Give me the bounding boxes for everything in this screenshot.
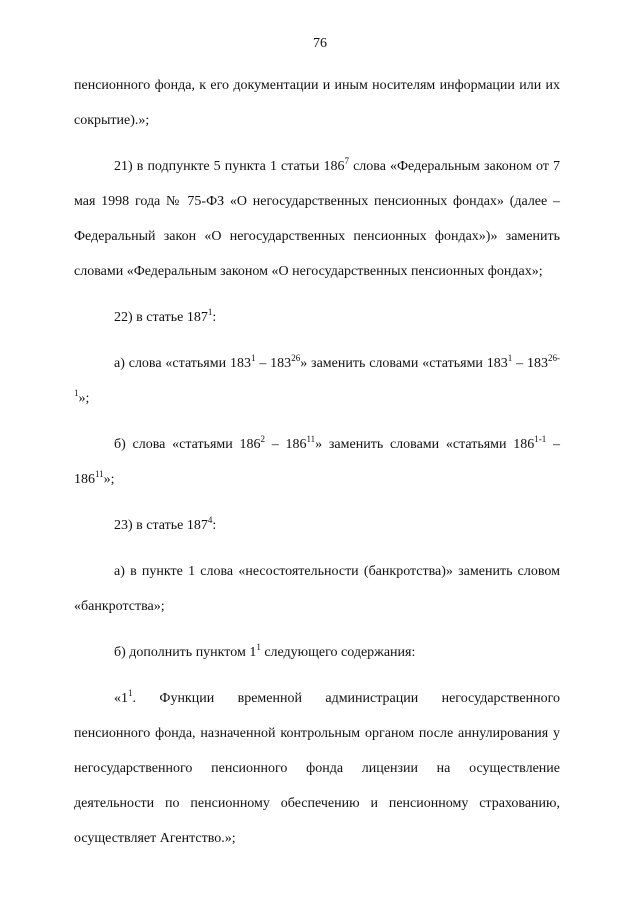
paragraph — [74, 68, 560, 138]
paragraph-text: б) слова «статьями 186 — [114, 437, 261, 452]
paragraph-text: »; — [103, 472, 115, 487]
paragraph-text: »; — [78, 391, 90, 406]
paragraph-text: а) в пункте 1 слова «несостоятельности (банкротства)» заменить словом «банкротства»; — [74, 564, 560, 614]
superscript-text: 11 — [306, 434, 316, 444]
paragraph — [74, 681, 560, 856]
superscript-text: 7 — [344, 156, 349, 166]
paragraph-text: 21) в подпункте 5 пункта 1 статьи 186 — [114, 159, 345, 174]
paragraph-text: . Функции временной администрации негосударственного пенсионного фонда, назначенной контрольным органом после аннулирования у негосударственного пенсионного фонда лицензии на осуществление деятельности по пенсионному обеспечению и пенсионному страхованию, осуществляет Агентство.»; — [74, 691, 560, 846]
paragraph-text: : — [212, 518, 217, 533]
paragraph-text: 22) в статье 187 — [114, 310, 208, 325]
paragraph — [74, 635, 560, 670]
superscript-text: 1 — [250, 353, 256, 363]
superscript-text: 26-1 — [74, 353, 561, 398]
paragraph-text: пенсионного фонда, к его документации и иным носителям информации или их сокрытие).»; — [74, 78, 560, 128]
paragraph-text: – 183 — [255, 356, 292, 371]
paragraph — [74, 427, 560, 497]
superscript-text: 1 — [207, 307, 213, 317]
page-number: 76 — [313, 36, 327, 51]
paragraph-text: » заменить словами «статьями 183 — [300, 356, 508, 371]
paragraph-text: – 183 — [512, 356, 549, 371]
paragraph-text: слова «Федеральным законом от 7 мая 1998 года № 75-ФЗ «О негосударственных пенсионных фондах» (далее – Федеральный закон «О негосударственных пенсионных фондах»)» заменить словами «Федеральным законом «О негосударственных пенсионных фондах»; — [74, 159, 560, 279]
superscript-text: 26 — [291, 353, 301, 363]
paragraph-text: – 186 — [74, 437, 561, 487]
superscript-text: 2 — [260, 434, 265, 444]
superscript-text: 1-1 — [534, 434, 547, 444]
superscript-text: 4 — [207, 515, 213, 525]
paragraph-text: б) дополнить пунктом 1 — [114, 645, 257, 660]
paragraph-text: следующего содержания: — [260, 645, 416, 660]
superscript-text: 11 — [95, 469, 104, 479]
superscript-text: 1 — [256, 642, 261, 652]
paragraph-text: «1 — [114, 691, 128, 706]
paragraph-text: а) слова «статьями 183 — [114, 356, 251, 371]
document-body — [74, 68, 560, 856]
superscript-text: 1 — [507, 353, 513, 363]
paragraph-text: » заменить словами «статьями 186 — [315, 437, 535, 452]
paragraph-text: – 186 — [265, 437, 307, 452]
paragraph — [74, 554, 560, 624]
paragraph — [74, 149, 560, 289]
paragraph — [74, 508, 560, 543]
superscript-text: 1 — [128, 688, 133, 698]
paragraph-text: 23) в статье 187 — [114, 518, 208, 533]
paragraph — [74, 300, 560, 335]
paragraph — [74, 346, 560, 416]
paragraph-text: : — [212, 310, 217, 325]
